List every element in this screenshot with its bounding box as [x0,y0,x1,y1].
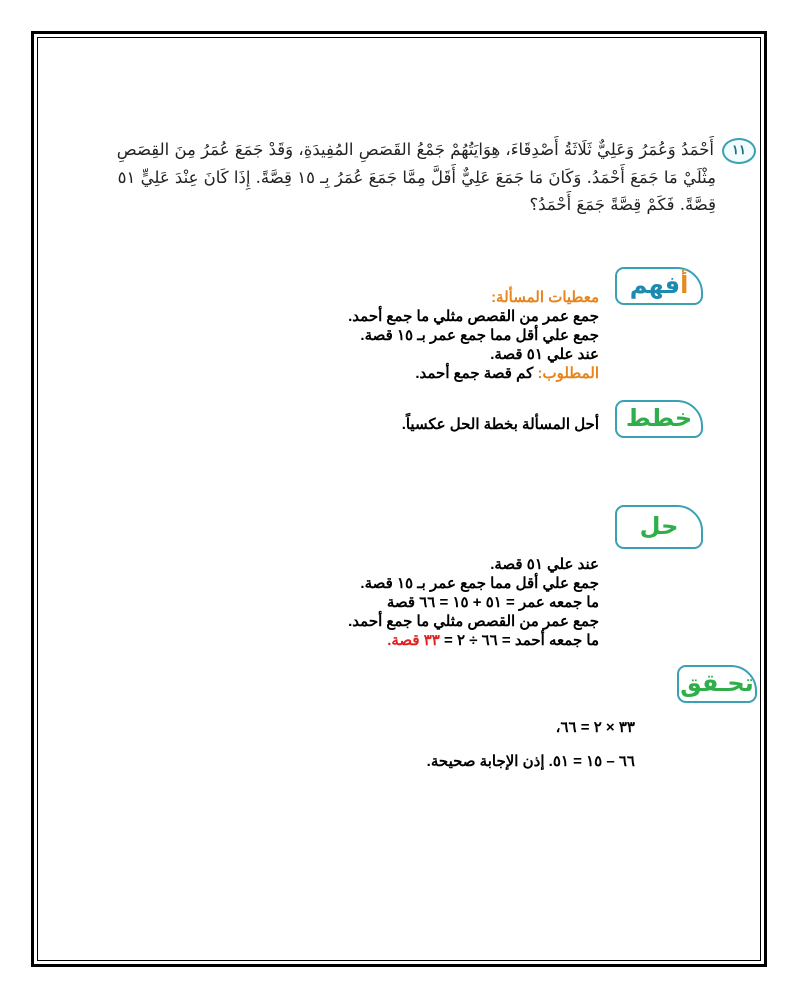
problem-line-3: قِصَّةً. فَكَمْ قِصَّةً جَمَعَ أَحْمَدُ؟ [529,194,716,214]
solve-line-5: ما جمعه أحمد = ٦٦ ÷ ٢ = ٣٣ قصة. [387,632,599,649]
solve-line-4: جمع عمر من القصص مثلي ما جمع أحمد. [348,613,599,630]
required-line [348,364,599,383]
problem-number-badge: ١١ [722,138,756,164]
solve-line-2: جمع علي أقل مما جمع عمر بـ ١٥ قصة. [360,575,599,592]
check-line-2: ٦٦ – ١٥ = ٥١. إذن الإجابة صحيحة. [426,753,635,770]
problem-statement [44,136,756,218]
required-text: كم قصة جمع أحمد. [415,365,538,382]
problem-line-1: ١١أَحْمَدُ وَعُمَرُ وَعَلِيٌّ ثَلَاثَةُ أَصْدِقَاءَ، هِوَايَتُهُمْ جَمْعُ القَصَصِ المُفِيدَةِ، وَقَدْ جَمَعَ عُمَرُ مِنَ القِصَصِ [44,136,756,164]
plan-text: أحل المسألة بخطة الحل عكسياً. [401,416,599,433]
solve-line-3: ما جمعه عمر = ٥١ + ١٥ = ٦٦ قصة [386,594,599,611]
understand-tag: أفهم [615,267,703,305]
plan-section [402,415,599,434]
given-1: جمع عمر من القصص مثلي ما جمع أحمد. [348,308,599,325]
solve-section [348,555,599,650]
problem-line-2: مِثْلَيْ مَا جَمَعَ أَحْمَدُ. وَكَانَ مَا جَمَعَ عَلِيٌّ أَقَلَّ مِمَّا جَمَعَ عُمَرُ بِـ ١٥ قِصَّةً. إِذَا كَانَ عِنْدَ عَلِيٍّ ٥١ [117,167,716,187]
givens-label: معطيات المسألة: [491,289,599,306]
final-answer: ٣٣ قصة [391,632,440,649]
check-section [427,711,635,779]
check-tag: تحـقق [677,665,757,703]
solve-line-1: عند علي ٥١ قصة. [490,556,599,573]
plan-tag: خطط [615,400,703,438]
understand-section [348,288,599,383]
given-2: جمع علي أقل مما جمع عمر بـ ١٥ قصة. [360,327,599,344]
solve-tag: حل [615,505,703,549]
given-3: عند علي ٥١ قصة. [490,346,599,363]
required-label: المطلوب: [537,365,599,382]
check-line-1: ٣٣ × ٢ = ٦٦، [555,719,635,736]
